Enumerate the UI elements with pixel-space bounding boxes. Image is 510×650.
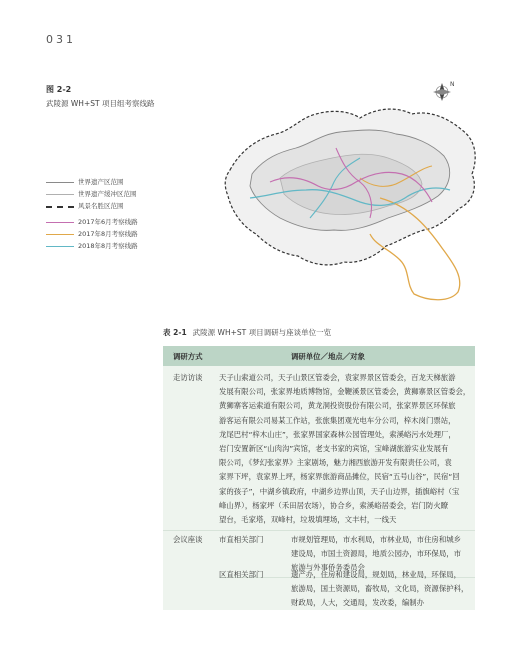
text-line: 家的孩子”，中湖乡镇政府，中湖乡边界山顶，天子山边界，插旗峪村（宝	[219, 486, 460, 496]
legend-line-swatch	[46, 194, 74, 195]
legend-item	[46, 201, 176, 213]
text-line: 旅游局，国土资源局，畜牧局，文化局，资源保护科，	[291, 584, 469, 594]
text-line: 家界下坪，袁家界上坪，杨家界旅游商品摊位，民宿“五号山谷”，民宿“回	[219, 472, 460, 482]
compass-rose	[433, 81, 455, 101]
method-cell: 会议座谈	[173, 535, 203, 544]
text-line: 天子山索道公司，天子山景区管委会，袁家界景区管委会，百龙天梯旅游	[219, 373, 456, 382]
method-cell: 走访访谈	[173, 373, 203, 382]
header-units: 调研单位／地点／对象	[291, 352, 365, 361]
legend-label: 风景名胜区范围	[78, 202, 124, 210]
text-line: 遗产办，住房和建设局，规划局，林业局，环保局，	[291, 570, 461, 579]
text-line: 龙尾巴村“梓木山庄”，张家界国家森林公园管理处，索溪峪污水处理厂，	[219, 429, 456, 439]
table-caption: 武陵源 WH+ST 项目调研与座谈单位一览	[192, 328, 332, 337]
page-number: 031	[46, 33, 76, 46]
header-method: 调研方式	[173, 352, 203, 361]
text-line: 望台，毛家塔，双峰村，垃圾填埋场，文丰村，一线天	[219, 515, 397, 525]
legend-line-swatch	[46, 246, 74, 247]
legend-item	[46, 217, 176, 229]
table-row	[291, 568, 473, 611]
legend-label: 世界遗产缓冲区范围	[78, 190, 137, 198]
figure-number: 图 2-2	[46, 85, 72, 94]
figure-caption: 武陵源 WH+ST 项目组考察线路	[46, 99, 155, 108]
survey-table	[163, 346, 475, 610]
table-title	[163, 327, 331, 338]
table-header	[163, 346, 475, 366]
legend-label: 2017年8月考察线路	[78, 230, 138, 238]
legend-item	[46, 189, 176, 201]
legend-line-swatch	[46, 182, 74, 183]
legend-item	[46, 241, 176, 253]
text-line: 发展有限公司，张家界地质博物馆，金鞭溪景区管委会，黄狮寨景区管委会，	[219, 387, 471, 397]
legend-line-swatch	[46, 234, 74, 235]
text-line: 峰山界），杨家坪（禾田居农场），协合乡，索溪峪居委会，岩门防火瞭	[219, 500, 449, 510]
text-line: 岩门安置新区“山肉沟”宾馆，老支书家的宾馆，宝峰湖旅游实业发展有	[219, 444, 449, 454]
legend-item	[46, 229, 176, 241]
text-line: 限公司，《梦幻张家界》主家剧场，魅力湘西旅游开发有限责任公司，袁	[219, 458, 452, 468]
legend-label: 世界遗产区范围	[78, 178, 124, 186]
text-line: 市规划管理局，市水利局，市林业局，市住房和城乡	[291, 535, 461, 544]
table-number: 表 2-1	[163, 328, 187, 337]
text-line: 建设局，市国土资源局，地质公园办，市环保局，市	[291, 549, 461, 559]
table-row	[219, 371, 471, 527]
legend-label: 2017年6月考察线路	[78, 218, 138, 226]
legend-line-swatch	[46, 206, 74, 208]
route-map-svg	[210, 78, 492, 308]
sub-category: 区直相关部门	[219, 570, 264, 579]
text-line: 财政局，人大，交通局，发改委，编制办	[291, 598, 425, 608]
legend-line-swatch	[46, 222, 74, 223]
legend-item	[46, 177, 176, 189]
row-divider	[163, 530, 475, 531]
sub-category: 市直相关部门	[219, 535, 264, 544]
text-line: 游客运有限公司易某工作站，张旅集团观光电车分公司，梓木岗门票站，	[219, 415, 456, 425]
route-map	[210, 78, 492, 308]
compass-north-label: N	[450, 81, 455, 88]
text-line: 黄狮寨客运索道有限公司，黄龙洞投资股份有限公司，张家界景区环保旅	[219, 401, 456, 411]
legend-label: 2018年8月考察线路	[78, 242, 138, 250]
text-line: 旅游与外事侨务委员会	[291, 563, 365, 573]
map-legend	[46, 177, 176, 253]
